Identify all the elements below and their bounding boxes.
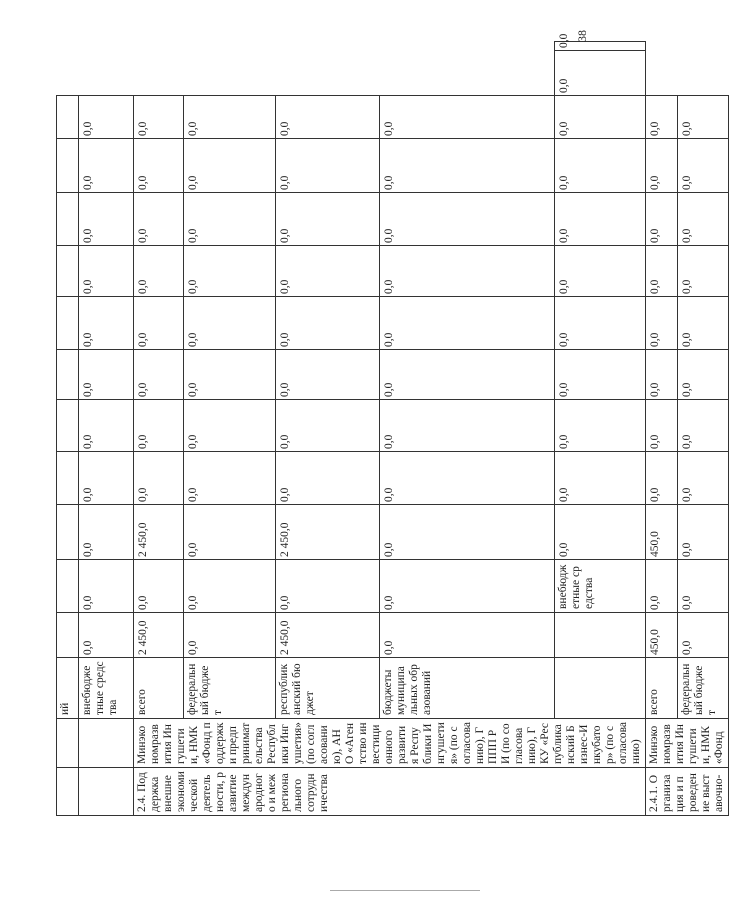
cell-value: 0,0 — [79, 350, 134, 400]
cell-value: 0,0 — [79, 246, 134, 297]
cell-value: 0,0 — [379, 297, 554, 350]
cell-value: 0,0 — [134, 96, 184, 139]
table-row — [276, 42, 379, 816]
cell-value: 0,0 — [276, 139, 379, 193]
cell-value: 0,0 — [555, 297, 646, 350]
cell-value: 0,0 — [379, 246, 554, 297]
scan-artifact-line — [330, 890, 480, 891]
cell-source: бюджеты муниципальных образований — [379, 658, 554, 719]
cell-value: 0,0 — [678, 193, 729, 246]
cell-value: 0,0 — [276, 297, 379, 350]
cell-value: 0,0 — [134, 400, 184, 452]
cell-value: 0,0 — [379, 505, 554, 560]
cell-value: 0,0 — [646, 452, 678, 505]
cell-value: 0,0 — [183, 613, 276, 658]
cell-value: 0,0 — [379, 452, 554, 505]
table-row — [183, 42, 276, 816]
cell-value: 0,0 — [555, 139, 646, 193]
cell-value: 0,0 — [555, 350, 646, 400]
cell-value: 0,0 — [276, 96, 379, 139]
cell-measure — [555, 658, 646, 719]
cell-value: 0,0 — [79, 560, 134, 613]
table-row — [79, 42, 134, 816]
cell-measure — [79, 768, 134, 816]
cell-value: 0,0 — [379, 350, 554, 400]
page-number: 38 — [575, 30, 589, 42]
cell-executor — [57, 719, 79, 768]
cell-value: 0,0 — [646, 297, 678, 350]
cell-executor — [555, 613, 646, 658]
cell-value: 0,0 — [646, 193, 678, 246]
cell-executor — [79, 719, 134, 768]
cell-value: 450,0 — [646, 613, 678, 658]
cell-value: 0,0 — [276, 400, 379, 452]
table-row — [57, 42, 79, 816]
cell-executor: Минэкономразвития Ингушетии, НМК «Фонд — [646, 719, 729, 768]
cell-value: 0,0 — [79, 400, 134, 452]
cell-value: 0,0 — [79, 452, 134, 505]
cell-value: 0,0 — [555, 505, 646, 560]
cell-value: 0,0 — [379, 560, 554, 613]
cell-value: 0,0 — [276, 560, 379, 613]
cell-measure — [57, 768, 79, 816]
cell-value: 0,0 — [183, 350, 276, 400]
cell-value: 0,0 — [183, 297, 276, 350]
cell-value: 0,0 — [678, 505, 729, 560]
cell-value: 0,0 — [646, 400, 678, 452]
cell-value: 0,0 — [134, 193, 184, 246]
cell-value: 0,0 — [646, 350, 678, 400]
cell-value: 0,0 — [555, 246, 646, 297]
cell-value: 0,0 — [79, 505, 134, 560]
cell-value: 0,0 — [183, 452, 276, 505]
cell-value: 0,0 — [276, 246, 379, 297]
cell-source: федеральный бюджет — [183, 658, 276, 719]
cell-value: 0,0 — [379, 613, 554, 658]
cell-value: 0,0 — [276, 350, 379, 400]
cell-value: 0,0 — [379, 400, 554, 452]
cell-source: всего — [134, 658, 184, 719]
cell-value: 0,0 — [646, 246, 678, 297]
cell-value: 0,0 — [555, 42, 646, 51]
cell-value: 0,0 — [555, 400, 646, 452]
cell-value: 0,0 — [555, 193, 646, 246]
cell-value: 0,0 — [678, 560, 729, 613]
cell-value: 2 450,0 — [276, 505, 379, 560]
cell-source: федеральный бюджет — [678, 658, 729, 719]
cell-value: 0,0 — [183, 96, 276, 139]
cell-value: 0,0 — [276, 452, 379, 505]
cell-measure: 2.4. Поддержка внешнеэкономической деятельности, развитие международного и межрегионального сотрудничества — [134, 768, 646, 816]
cell-source: ий — [57, 658, 79, 719]
cell-value: 0,0 — [379, 193, 554, 246]
cell-source: внебюджетные средства — [79, 658, 134, 719]
cell-value: 0,0 — [555, 51, 646, 96]
cell-source: всего — [646, 658, 678, 719]
table-row — [646, 42, 678, 816]
cell-value: 0,0 — [555, 452, 646, 505]
cell-source: республиканский бюджет — [276, 658, 379, 719]
cell-executor: Минэкономразвития Ингушетии, НМК «Фонд поддержки предпринимательства Республики Ингушетия» (по согласованию), АНО «Агентство инвестиционного развития Республики Ингушетия» (по согласованию), ГППП РИ (по согласованию), ГКУ «Республиканский Бизнес-Инкубатор» (по согласованию) — [134, 719, 646, 768]
cell-value: 0,0 — [646, 560, 678, 613]
table-row — [678, 42, 729, 816]
cell-value: 2 450,0 — [134, 505, 184, 560]
cell-value: 0,0 — [678, 613, 729, 658]
cell-value: 0,0 — [79, 96, 134, 139]
cell-value: 0,0 — [134, 560, 184, 613]
cell-measure: 2.4.1. Организация и проведение выставочно- — [646, 768, 729, 816]
cell-value: 2 450,0 — [134, 613, 184, 658]
cell-value: 0,0 — [646, 139, 678, 193]
cell-value: 0,0 — [134, 139, 184, 193]
cell-value: 0,0 — [183, 400, 276, 452]
cell-value: 0,0 — [678, 139, 729, 193]
cell-value: 0,0 — [678, 297, 729, 350]
cell-value: 0,0 — [678, 350, 729, 400]
cell-value: 0,0 — [646, 96, 678, 139]
cell-value: 0,0 — [79, 613, 134, 658]
cell-value: 0,0 — [134, 297, 184, 350]
cell-value: 0,0 — [134, 246, 184, 297]
cell-value: 0,0 — [134, 452, 184, 505]
cell-value: 0,0 — [678, 96, 729, 139]
cell-value: 0,0 — [183, 505, 276, 560]
cell-value: 0,0 — [79, 139, 134, 193]
cell-value: 0,0 — [79, 297, 134, 350]
table-row — [555, 42, 646, 816]
cell-value: 0,0 — [555, 96, 646, 139]
cell-value: 0,0 — [379, 139, 554, 193]
table-row — [379, 42, 554, 816]
cell-value: 0,0 — [183, 193, 276, 246]
cell-value: 0,0 — [183, 246, 276, 297]
cell-value: 0,0 — [183, 139, 276, 193]
cell-value: 450,0 — [646, 505, 678, 560]
cell-value: 0,0 — [678, 400, 729, 452]
cell-source: внебюджетные средства — [555, 560, 646, 613]
cell-value: 0,0 — [678, 246, 729, 297]
cell-value: 2 450,0 — [276, 613, 379, 658]
cell-value: 0,0 — [379, 96, 554, 139]
cell-value: 0,0 — [79, 193, 134, 246]
cell-value: 0,0 — [183, 560, 276, 613]
cell-value: 0,0 — [276, 193, 379, 246]
table-row — [134, 42, 184, 816]
cell-value: 0,0 — [678, 452, 729, 505]
cell-value: 0,0 — [134, 350, 184, 400]
